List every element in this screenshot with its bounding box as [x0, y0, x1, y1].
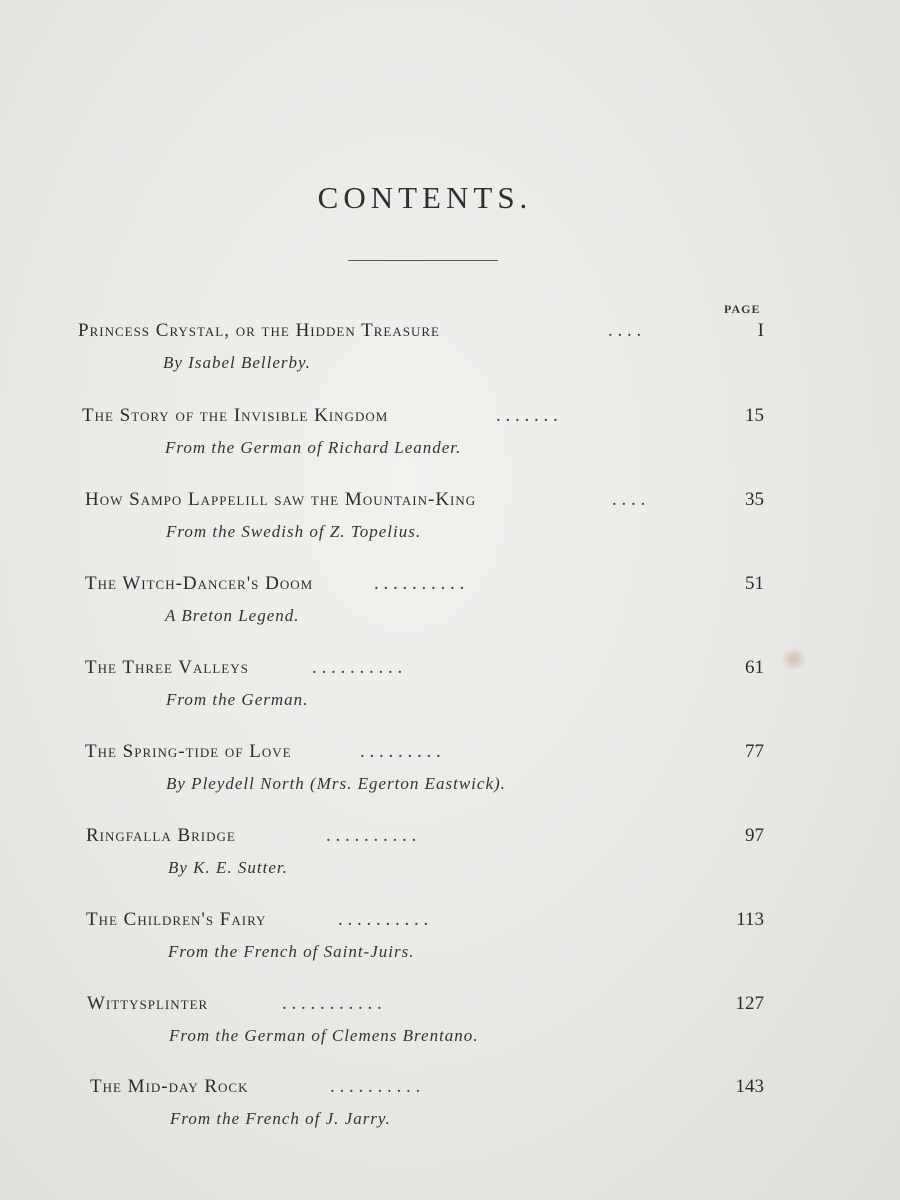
toc-entry	[0, 657, 900, 727]
entry-page-number: 113	[736, 909, 764, 930]
toc-entry	[0, 405, 900, 475]
entry-byline: By K. E. Sutter.	[168, 858, 288, 877]
entry-title: How Sampo Lappelill saw the Mountain-King	[85, 489, 477, 510]
entry-page-number: 61	[745, 657, 764, 678]
page-column-label: PAGE	[724, 302, 761, 316]
toc-entry	[0, 489, 900, 559]
dot-leader: . . . . . . . . . .	[374, 573, 465, 594]
entry-byline: By Isabel Bellerby.	[163, 353, 311, 372]
entry-page-number: I	[757, 320, 764, 341]
toc-entry	[0, 320, 900, 390]
entry-byline: From the German of Richard Leander.	[165, 438, 462, 457]
entry-byline: A Breton Legend.	[165, 606, 300, 625]
contents-heading: CONTENTS.	[317, 180, 533, 215]
dot-leader: . . . . . . . . . .	[312, 657, 403, 678]
dot-leader: . . . . . . . . . . .	[282, 993, 382, 1014]
entry-title: Princess Crystal, or the Hidden Treasure	[78, 320, 440, 341]
dot-leader: . . . . . . .	[496, 405, 558, 426]
entry-page-number: 77	[745, 741, 764, 762]
dot-leader: . . . .	[608, 320, 642, 341]
toc-entry	[0, 993, 900, 1063]
entry-page-number: 143	[735, 1076, 764, 1097]
toc-entry	[0, 573, 900, 643]
entry-title: Wittysplinter	[87, 993, 209, 1014]
toc-entry	[0, 1076, 900, 1146]
entry-page-number: 97	[745, 825, 764, 846]
entry-title: The Story of the Invisible Kingdom	[82, 405, 389, 426]
entry-title: The Witch-Dancer's Doom	[85, 573, 314, 594]
entry-page-number: 35	[745, 489, 764, 510]
toc-entry	[0, 741, 900, 811]
dot-leader: . . . . . . . . . .	[326, 825, 417, 846]
dot-leader: . . . . . . . . . .	[338, 909, 429, 930]
entry-page-number: 15	[745, 405, 764, 426]
entry-title: The Three Valleys	[85, 657, 249, 678]
entry-page-number: 127	[735, 993, 764, 1014]
toc-entry	[0, 909, 900, 979]
entry-byline: From the French of Saint-Juirs.	[168, 942, 415, 961]
entry-title: Ringfalla Bridge	[86, 825, 236, 846]
entry-byline: From the German.	[166, 690, 309, 709]
entry-byline: By Pleydell North (Mrs. Egerton Eastwick).	[166, 774, 506, 793]
dot-leader: . . . . . . . . .	[360, 741, 441, 762]
entry-page-number: 51	[745, 573, 764, 594]
toc-entry	[0, 825, 900, 895]
entry-title: The Children's Fairy	[86, 909, 267, 930]
dot-leader: . . . . . . . . . .	[330, 1076, 421, 1097]
dot-leader: . . . .	[612, 489, 646, 510]
entry-byline: From the German of Clemens Brentano.	[169, 1026, 479, 1045]
entry-title: The Mid-day Rock	[90, 1076, 249, 1097]
entry-byline: From the Swedish of Z. Topelius.	[166, 522, 422, 541]
entry-byline: From the French of J. Jarry.	[170, 1109, 391, 1128]
entry-title: The Spring-tide of Love	[85, 741, 292, 762]
